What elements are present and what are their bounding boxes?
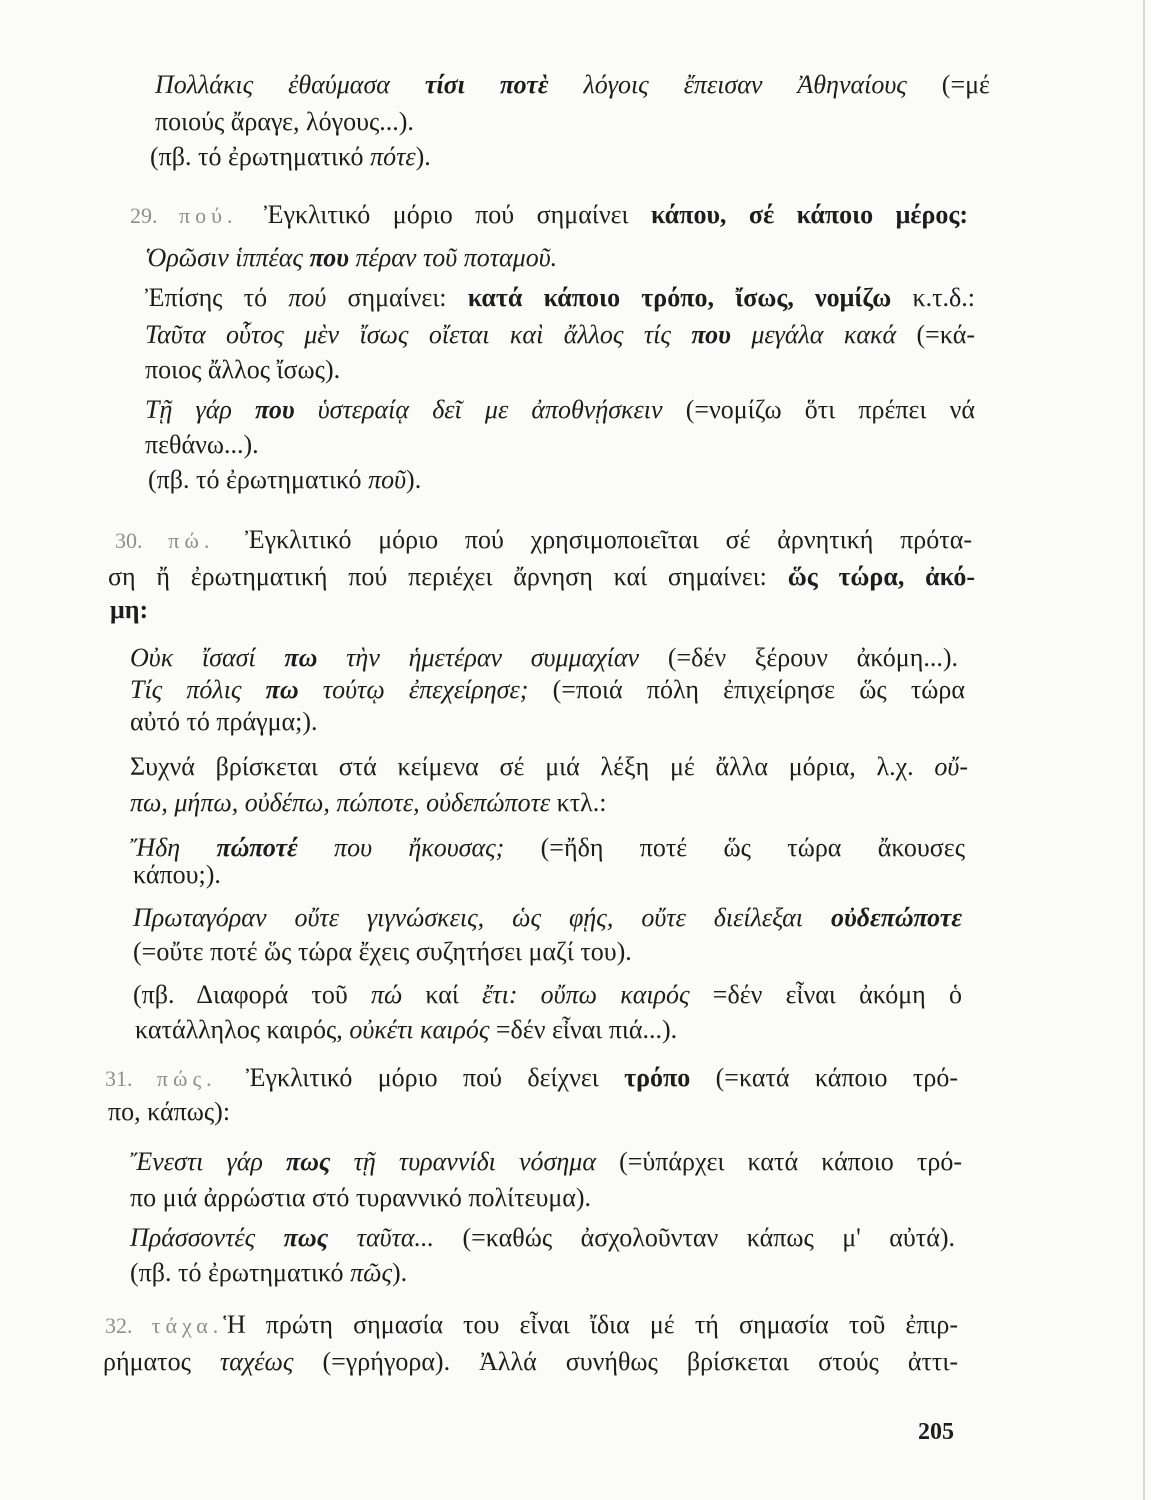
text-line [108,562,975,592]
text-segment: Ἐγκλιτικό μόριο πού σημαίνει [264,200,651,229]
text-segment: πο, κάπως): [108,1097,231,1126]
text-segment: (=ἤδη ποτέ ὥς τώρα ἄκουσες [504,833,966,862]
text-line [130,643,958,673]
bold-text: κάπου, σέ κάποιο μέρος: [651,200,969,229]
text-segment: ). [392,1258,408,1287]
bold-italic-text: που [309,243,350,272]
italic-text: Τίς πόλις [130,675,266,704]
text-line [130,675,965,705]
text-line [130,1258,407,1288]
italic-text: ἔτι: οὔπω καιρός [482,980,690,1009]
bold-italic-text: που [691,320,731,349]
bold-italic-text: που [255,395,295,424]
italic-text: πότε [370,142,416,171]
text-segment: (πβ. τό ἐρωτηματικό [148,465,369,494]
text-segment: (=ποιά πόλη ἐπιχείρησε ὥς τώρα [528,675,966,704]
text-segment: ). [406,465,422,494]
italic-text: Ἤδη [130,833,217,862]
bold-italic-text: οὐδεπώποτε [830,903,962,932]
italic-text: ποῦ [368,465,407,494]
italic-text: Πράσσοντές [130,1223,284,1252]
entry-number: 30. [115,528,169,553]
text-segment: (=κά- [896,320,975,349]
italic-text: μεγάλα κακά [730,320,897,349]
entry-32-heading-line [105,1310,958,1341]
italic-text: πώ [370,980,403,1009]
text-segment: κατάλληλος καιρός, [135,1015,350,1044]
italic-text: πέραν τοῦ ποταμοῦ. [349,243,558,272]
text-segment: (=κατά κάποιο τρό- [690,1063,958,1092]
entry-headword: πώς. [156,1066,247,1091]
italic-text: οὐκέτι καιρός [349,1015,490,1044]
italic-text: Ἔνεστι γάρ [130,1147,286,1176]
entry-number: 32. [105,1313,152,1338]
italic-text: Πολλάκις ἐθαύμασα [155,70,425,99]
page-number: 205 [918,1419,954,1445]
text-segment: =δέν εἶναι ἀκόμη ὁ [689,980,962,1009]
text-line [133,860,221,890]
bold-italic-text: πώποτέ [216,833,298,862]
text-segment: Ἐγκλιτικό μόριο πού δείχνει [246,1063,625,1092]
text-segment: (=νομίζω ὅτι πρέπει νά [662,395,975,424]
italic-text: Ταῦτα οὗτος μὲν ἴσως οἴεται καὶ ἄλλος τίς [145,320,692,349]
text-segment: καί [402,980,483,1009]
scan-edge-shadow [1143,0,1145,1500]
text-line [145,320,975,350]
entry-headword: πού. [179,203,264,228]
text-segment: ποιούς ἄραγε, λόγους...). [155,107,414,136]
text-segment: (πβ. τό ἐρωτηματικό [130,1258,351,1287]
text-segment: (=μέ [906,70,990,99]
entry-30-heading-line [115,525,972,556]
text-line [145,243,557,273]
italic-text: Ὁρῶσιν ἱππέας [145,243,310,272]
italic-text: πού [288,283,327,312]
italic-text: Πρωταγόραν οὔτε γιγνώσκεις, ὡς φῄς, οὔτε διείλεξαι [133,903,831,932]
italic-text: ὑστεραίᾳ δεῖ με ἀποθνῄσκειν [294,395,663,424]
text-segment: Ἡ πρώτη σημασία του εἶναι ἴδια μέ τή σημασία τοῦ ἐπιρ- [223,1310,959,1339]
text-segment: (=ὑπάρχει κατά κάποιο τρό- [595,1147,962,1176]
text-line [145,355,340,385]
bold-italic-text: τίσι ποτὲ [424,70,549,99]
italic-text: λόγοις ἔπεισαν Ἀθηναίους [548,70,907,99]
text-segment: (=γρήγορα). Ἀλλά συνήθως βρίσκεται στούς ἀττι- [293,1347,958,1376]
text-line [155,70,990,100]
italic-text: που ἤκουσας; [297,833,505,862]
text-segment: Ἐγκλιτικό μόριο πού χρησιμοποιεῖται σέ ἀρνητική πρότα- [245,525,972,554]
text-line [155,107,414,137]
bold-text: τρόπο [624,1063,691,1092]
text-line [130,707,318,737]
text-segment: ση ἤ ἐρωτηματική πού περιέχει ἄρνηση καί σημαίνει: [108,562,788,591]
text-segment: (=οὔτε ποτέ ὥς τώρα ἔχεις συζητήσει μαζί του). [133,937,632,966]
bold-text: κατά κάποιο τρόπο, ἴσως, νομίζω [467,283,892,312]
italic-text: τῇ τυραννίδι νόσημα [330,1147,596,1176]
text-segment: =δέν εἶναι πιά...). [489,1015,678,1044]
text-segment: ). [415,142,431,171]
text-segment: (πβ. τό ἐρωτηματικό [150,142,371,171]
text-line [130,1147,962,1177]
text-line [130,833,965,863]
text-line [150,142,431,172]
text-segment: Ἐπίσης τό [145,283,289,312]
text-line [130,788,607,818]
text-segment: ποιος ἄλλος ἴσως). [145,355,341,384]
italic-text: πῶς [350,1258,392,1287]
entry-headword: πώ. [168,528,246,553]
entry-29-heading-line [130,200,968,231]
entry-number: 29. [130,203,179,228]
text-segment: ρήματος [103,1347,220,1376]
italic-text: οὔ- [934,752,968,781]
text-line [103,1347,958,1377]
italic-text: τούτῳ ἐπεχείρησε; [298,675,529,704]
text-segment: (=καθώς ἀσχολοῦνταν κάπως μ' αὐτά). [434,1223,955,1252]
text-line [145,283,975,313]
text-segment: κάπου;). [133,860,221,889]
text-line [108,1097,230,1127]
text-line [133,980,962,1010]
italic-text: τὴν ἡμετέραν συμμαχίαν [317,643,640,672]
bold-italic-text: πως [283,1223,329,1252]
text-line [130,1223,955,1253]
bold-italic-text: πω [265,675,299,704]
text-line [130,1183,591,1213]
text-segment: Συχνά βρίσκεται στά κείμενα σέ μιά λέξη μέ ἄλλα μόρια, λ.χ. [130,752,935,781]
text-segment: πεθάνω...). [145,430,259,459]
italic-text: πω, μήπω, οὐδέπω, πώποτε, οὐδεπώποτε [130,788,551,817]
text-segment: (πβ. Διαφορά τοῦ [133,980,371,1009]
entry-headword: τάχα. [151,1313,224,1338]
text-segment: πο μιά ἀρρώστια στό τυραννικό πολίτευμα). [130,1183,592,1212]
text-line [130,752,968,782]
italic-text: Τῇ γάρ [145,395,256,424]
entry-31-heading-line [105,1063,958,1094]
bold-italic-text: πως [285,1147,331,1176]
bold-italic-text: πω [284,643,318,672]
italic-text: Οὐκ ἴσασί [130,643,285,672]
text-segment: κ.τ.δ.: [891,283,975,312]
text-line [135,1015,677,1045]
text-line [133,903,962,933]
text-segment: αὐτό τό πράγμα;). [130,707,318,736]
italic-text: ταχέως [219,1347,294,1376]
text-line [145,430,259,460]
text-line [110,595,148,625]
text-line [145,395,975,425]
text-line [133,937,632,967]
text-line [148,465,421,495]
bold-text: μη: [110,595,149,624]
italic-text: ταῦτα... [328,1223,435,1252]
entry-number: 31. [105,1066,157,1091]
text-segment: σημαίνει: [326,283,468,312]
text-segment: κτλ.: [550,788,607,817]
text-segment: (=δέν ξέρουν ἀκόμη...). [639,643,958,672]
bold-text: ὥς τώρα, ἀκό- [787,562,975,591]
